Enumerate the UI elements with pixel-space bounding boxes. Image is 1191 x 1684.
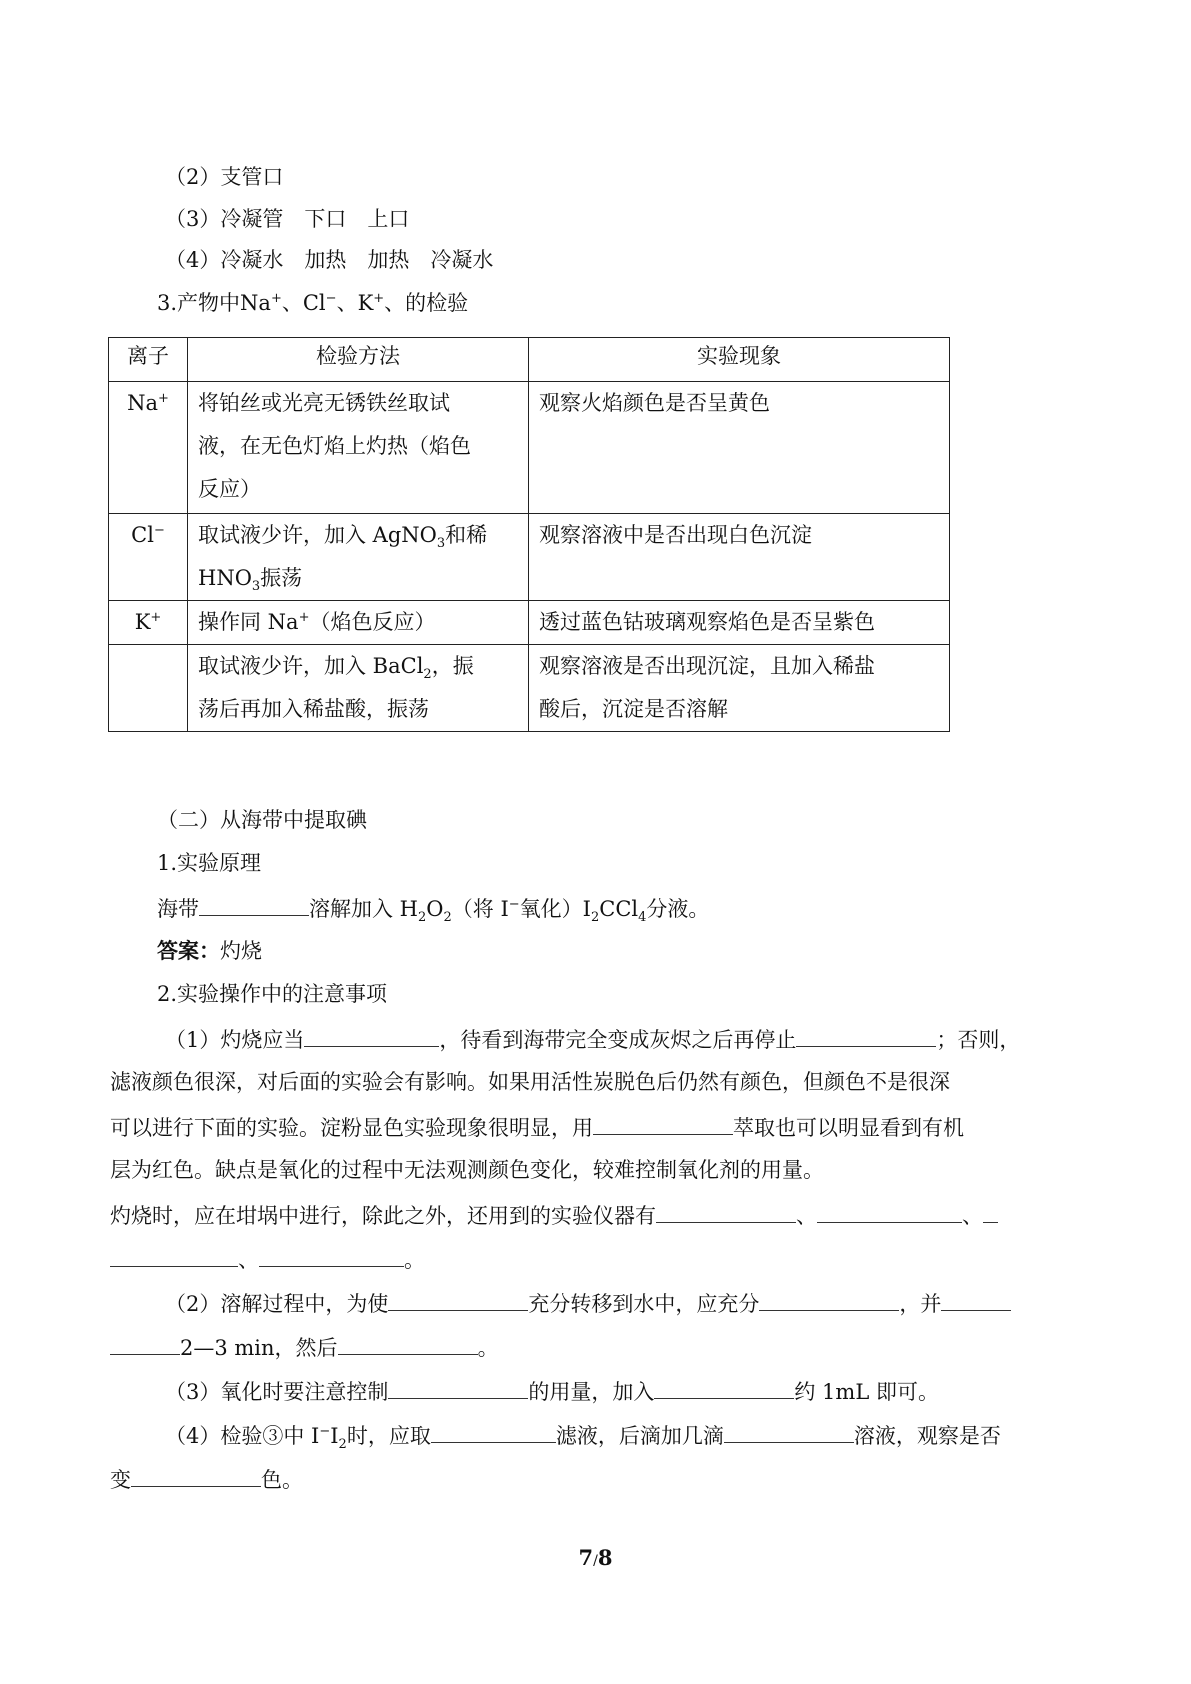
page-number: 7/8: [578, 1545, 613, 1570]
blank: [796, 1024, 936, 1047]
section3-title: 3.产物中Na+、Cl−、K+、的检验: [157, 291, 469, 315]
table-header-row: [109, 338, 950, 382]
phenomenon-cell: 观察溶液中是否出现白色沉淀: [529, 514, 950, 601]
table-row: [109, 514, 950, 601]
ion-cell: Cl−: [109, 514, 188, 601]
blank: [817, 1200, 962, 1223]
method-cell: 操作同 Na+（焰色反应）: [188, 601, 529, 645]
header-ion: 离子: [109, 338, 188, 382]
blank: [259, 1244, 404, 1267]
note-1-line3: 可以进行下面的实验。淀粉显色实验现象很明显，用 萃取也可以明显看到有机: [110, 1112, 964, 1142]
principle-text: 海带 溶解加入 $H_2O_2$（将 I−氧化）$I_2CCl_4$分液。: [157, 893, 709, 923]
note-2-line2: 2—3 min，然后 。: [110, 1332, 499, 1362]
note-1-line5: 灼烧时，应在坩埚中进行，除此之外，还用到的实验仪器有 、 、: [110, 1200, 998, 1230]
blank: [110, 1332, 180, 1355]
table-row: [109, 645, 950, 732]
header-phenomenon: 实验现象: [529, 338, 950, 382]
blank: [656, 1200, 796, 1223]
note-4-line2: 变 色。: [110, 1464, 303, 1494]
table-row: [109, 601, 950, 645]
note-1-line2: 滤液颜色很深，对后面的实验会有影响。如果用活性炭脱色后仍然有颜色，但颜色不是很深: [110, 1070, 950, 1094]
blank: [654, 1376, 794, 1399]
item-3: （3）冷凝管 下口 上口: [165, 207, 410, 231]
note-1: （1）灼烧应当 ，待看到海带完全变成灰烬之后再停止 ；否则，: [165, 1024, 1020, 1054]
phenomenon-cell: 观察火焰颜色是否呈黄色: [529, 382, 950, 514]
note-2: （2）溶解过程中，为使 充分转移到水中，应充分 ，并: [165, 1288, 1011, 1318]
blank: [941, 1288, 1011, 1311]
blank: [338, 1332, 478, 1355]
phenomenon-cell: 观察溶液是否出现沉淀，且加入稀盐 酸后，沉淀是否溶解: [529, 645, 950, 732]
answer: 答案：灼烧: [157, 938, 262, 963]
ion-cell: [109, 645, 188, 732]
table-row: [109, 382, 950, 514]
blank: [131, 1464, 261, 1487]
item-4: （4）冷凝水 加热 加热 冷凝水: [165, 248, 494, 272]
note-1-line4: 层为红色。缺点是氧化的过程中无法观测颜色变化，较难控制氧化剂的用量。: [110, 1158, 824, 1182]
blank: [983, 1200, 998, 1223]
phenomenon-cell: 透过蓝色钴玻璃观察焰色是否呈紫色: [529, 601, 950, 645]
part2-heading: （二）从海带中提取碘: [157, 808, 367, 832]
blank: [724, 1420, 854, 1443]
blank: [388, 1288, 528, 1311]
method-cell: 取试液少许，加入 BaCl$_2$，振 荡后再加入稀盐酸，振荡: [188, 645, 529, 732]
blank: [593, 1112, 733, 1135]
note-3: （3）氧化时要注意控制 的用量，加入 约 1mL 即可。: [165, 1376, 939, 1406]
blank: [199, 893, 309, 916]
ion-test-table: [108, 337, 950, 732]
method-cell: 取试液少许，加入 AgNO$_3$和稀 $HNO_3$振荡: [188, 514, 529, 601]
item-2: （2）支管口: [165, 165, 284, 189]
ion-cell: Na+: [109, 382, 188, 514]
note-1-line6: 、 。: [110, 1244, 425, 1274]
header-method: 检验方法: [188, 338, 529, 382]
blank: [431, 1420, 556, 1443]
notes-title: 2.实验操作中的注意事项: [157, 982, 388, 1006]
ion-cell: K+: [109, 601, 188, 645]
method-cell: 将铂丝或光亮无锈铁丝取试 液，在无色灯焰上灼热（焰色 反应）: [188, 382, 529, 514]
blank: [304, 1024, 439, 1047]
blank: [759, 1288, 899, 1311]
blank: [388, 1376, 528, 1399]
principle-title: 1.实验原理: [157, 851, 262, 875]
blank: [110, 1244, 238, 1267]
note-4: （4）检验③中 $I^-I_2$时，应取 滤液，后滴加几滴 溶液，观察是否: [165, 1420, 1001, 1450]
